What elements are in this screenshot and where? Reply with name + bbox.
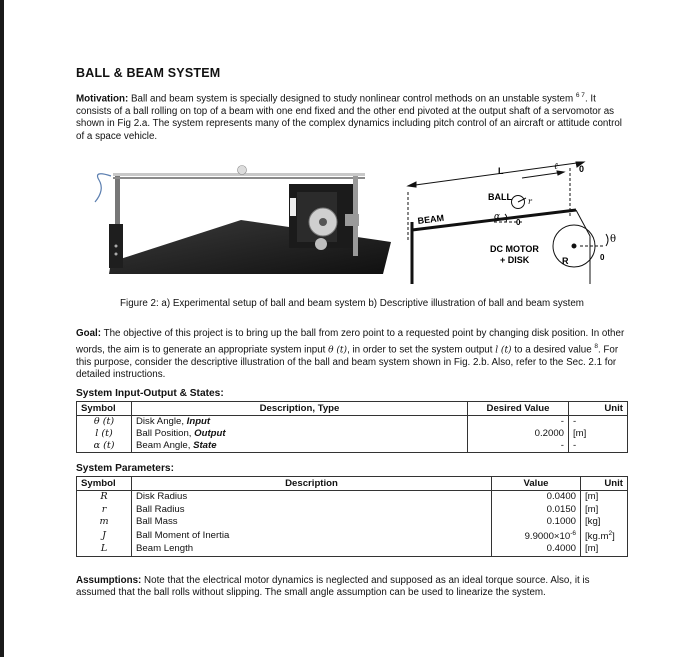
io-table-header (77, 401, 628, 415)
params-header-value: Value (492, 477, 581, 491)
label-motor-1: DC MOTOR (490, 243, 539, 254)
io-desc (132, 428, 468, 440)
table-row (77, 415, 628, 428)
param-symbol: J (77, 528, 132, 543)
param-unit-base: [kg.m (585, 531, 609, 543)
goal-paragraph (76, 328, 628, 382)
table-row (77, 543, 628, 556)
io-header-unit: Unit (569, 401, 628, 415)
param-desc: Ball Moment of Inertia (136, 529, 230, 541)
io-desc-text: Ball Position, (136, 428, 195, 440)
table-row (77, 428, 628, 440)
label-alpha: α (494, 211, 501, 222)
label-motor-2: + DISK (500, 254, 530, 265)
io-header-desc: Description, Type (132, 401, 468, 415)
param-unit: [m] (581, 504, 628, 516)
io-desc-text: Beam Angle, (136, 440, 194, 452)
param-symbol: r (77, 504, 132, 516)
ball-beam-diagram (404, 160, 636, 285)
setup-photo (91, 162, 401, 282)
motivation-lead: Motivation: (76, 93, 129, 105)
param-unit-end: ] (612, 531, 615, 543)
motivation-refs: 6 7 (575, 92, 585, 99)
io-symbol: l (t) (77, 428, 132, 440)
table-row (77, 516, 628, 528)
table-row (77, 440, 628, 453)
label-zero-top: 0 (579, 163, 585, 174)
table-row (77, 528, 628, 543)
goal-text-2: , in order to set the system output (347, 344, 496, 356)
goal-text-4: . For this purpose, consider the descriptive illustration of the ball and beam system shown in Fig. 2.b. Also, refer to the Sec. 2.1 for detailed instructions. (76, 344, 619, 381)
io-desired: 0.2000 (468, 428, 569, 440)
io-section-title: System Input-Output & States: (76, 387, 224, 399)
param-desc: Ball Mass (136, 515, 178, 527)
io-symbol: α (t) (77, 440, 132, 453)
io-type: State (193, 440, 217, 452)
page-title: BALL & BEAM SYSTEM (76, 66, 221, 80)
assumptions-text: Note that the electrical motor dynamics is neglected and supposed as an ideal torque source. Also, it is assumed that the ball rolls without slipping. The small angle assumption can be used to linearize the system. (76, 574, 590, 599)
io-symbol: θ (t) (77, 415, 132, 428)
params-header-symbol: Symbol (77, 477, 132, 491)
label-R: R (562, 255, 569, 266)
params-table (76, 476, 628, 556)
table-row (77, 491, 628, 504)
goal-symbol-theta: θ (t) (328, 345, 348, 356)
label-L: L (498, 165, 504, 176)
assumptions-lead: Assumptions: (76, 574, 142, 586)
goal-text-3: to a desired value (511, 344, 595, 356)
goal-text-1: The objective of this project is to bring up the ball from zero point to a requested point by changing disk position. In other words, the aim is to generate an appropriate system input (76, 328, 625, 356)
param-value: 0.0150 (492, 504, 581, 516)
io-desc (132, 440, 468, 453)
label-theta: θ (610, 233, 617, 245)
assumptions-paragraph (76, 575, 628, 600)
goal-symbol-l: l (t) (495, 345, 512, 356)
params-header-desc: Description (132, 477, 492, 491)
motivation-text-2: . It consists of a ball rolling on top of a beam with one end fixed and the other end pivoted at the output shaft of a servomotor as shown in Fig 2.a. The system represents many of the complex dynamics including pitch control of an aircraft or attitude control of a space vehicle. (76, 93, 622, 143)
io-header-desired: Desired Value (468, 401, 569, 415)
param-desc: Disk Radius (136, 491, 188, 503)
io-unit: - (569, 440, 628, 453)
params-section-title: System Parameters: (76, 463, 174, 475)
param-value-exp: -6 (570, 530, 576, 538)
label-ball: BALL (488, 191, 512, 202)
label-zero-disk: 0 (600, 252, 605, 262)
label-zero-beam: 0 (516, 217, 521, 227)
goal-lead: Goal: (76, 328, 102, 340)
goal-ref: 8 (594, 342, 598, 350)
params-table-header (77, 477, 628, 491)
param-unit: [kg] (581, 516, 628, 528)
figure-caption: Figure 2: a) Experimental setup of ball and beam system b) Descriptive illustration of ball and beam system (120, 297, 584, 309)
io-desired: - (468, 440, 569, 453)
param-value: 0.0400 (492, 491, 581, 504)
io-type: Output (194, 428, 226, 440)
param-value (492, 528, 581, 543)
param-symbol: L (77, 543, 132, 556)
param-unit (581, 528, 628, 543)
param-symbol: m (77, 516, 132, 528)
param-desc: Ball Radius (136, 503, 185, 515)
param-desc: Beam Length (136, 543, 194, 555)
param-unit: [m] (581, 543, 628, 556)
param-symbol: R (77, 491, 132, 504)
params-header-unit: Unit (581, 477, 628, 491)
document-page (76, 66, 628, 600)
label-l: ℓ (554, 161, 558, 172)
param-value: 0.4000 (492, 543, 581, 556)
io-table (76, 401, 628, 454)
io-desired: - (468, 415, 569, 428)
motivation-paragraph (76, 90, 628, 144)
io-type: Input (186, 415, 211, 427)
label-r: r (528, 196, 532, 206)
label-beam: BEAM (417, 212, 445, 226)
param-unit-exp: 2 (608, 530, 613, 538)
table-row (77, 504, 628, 516)
io-unit: - (569, 415, 628, 428)
figure-2 (76, 160, 628, 298)
io-desc-text: Disk Angle, (136, 415, 187, 427)
param-value: 0.1000 (492, 516, 581, 528)
io-unit: [m] (569, 428, 628, 440)
io-desc (132, 415, 468, 428)
io-header-symbol: Symbol (77, 401, 132, 415)
param-unit: [m] (581, 491, 628, 504)
motivation-text-1: Ball and beam system is specially designed to study nonlinear control methods on an unstable system (128, 93, 576, 105)
param-value-base: 9.9000×10 (524, 531, 571, 543)
